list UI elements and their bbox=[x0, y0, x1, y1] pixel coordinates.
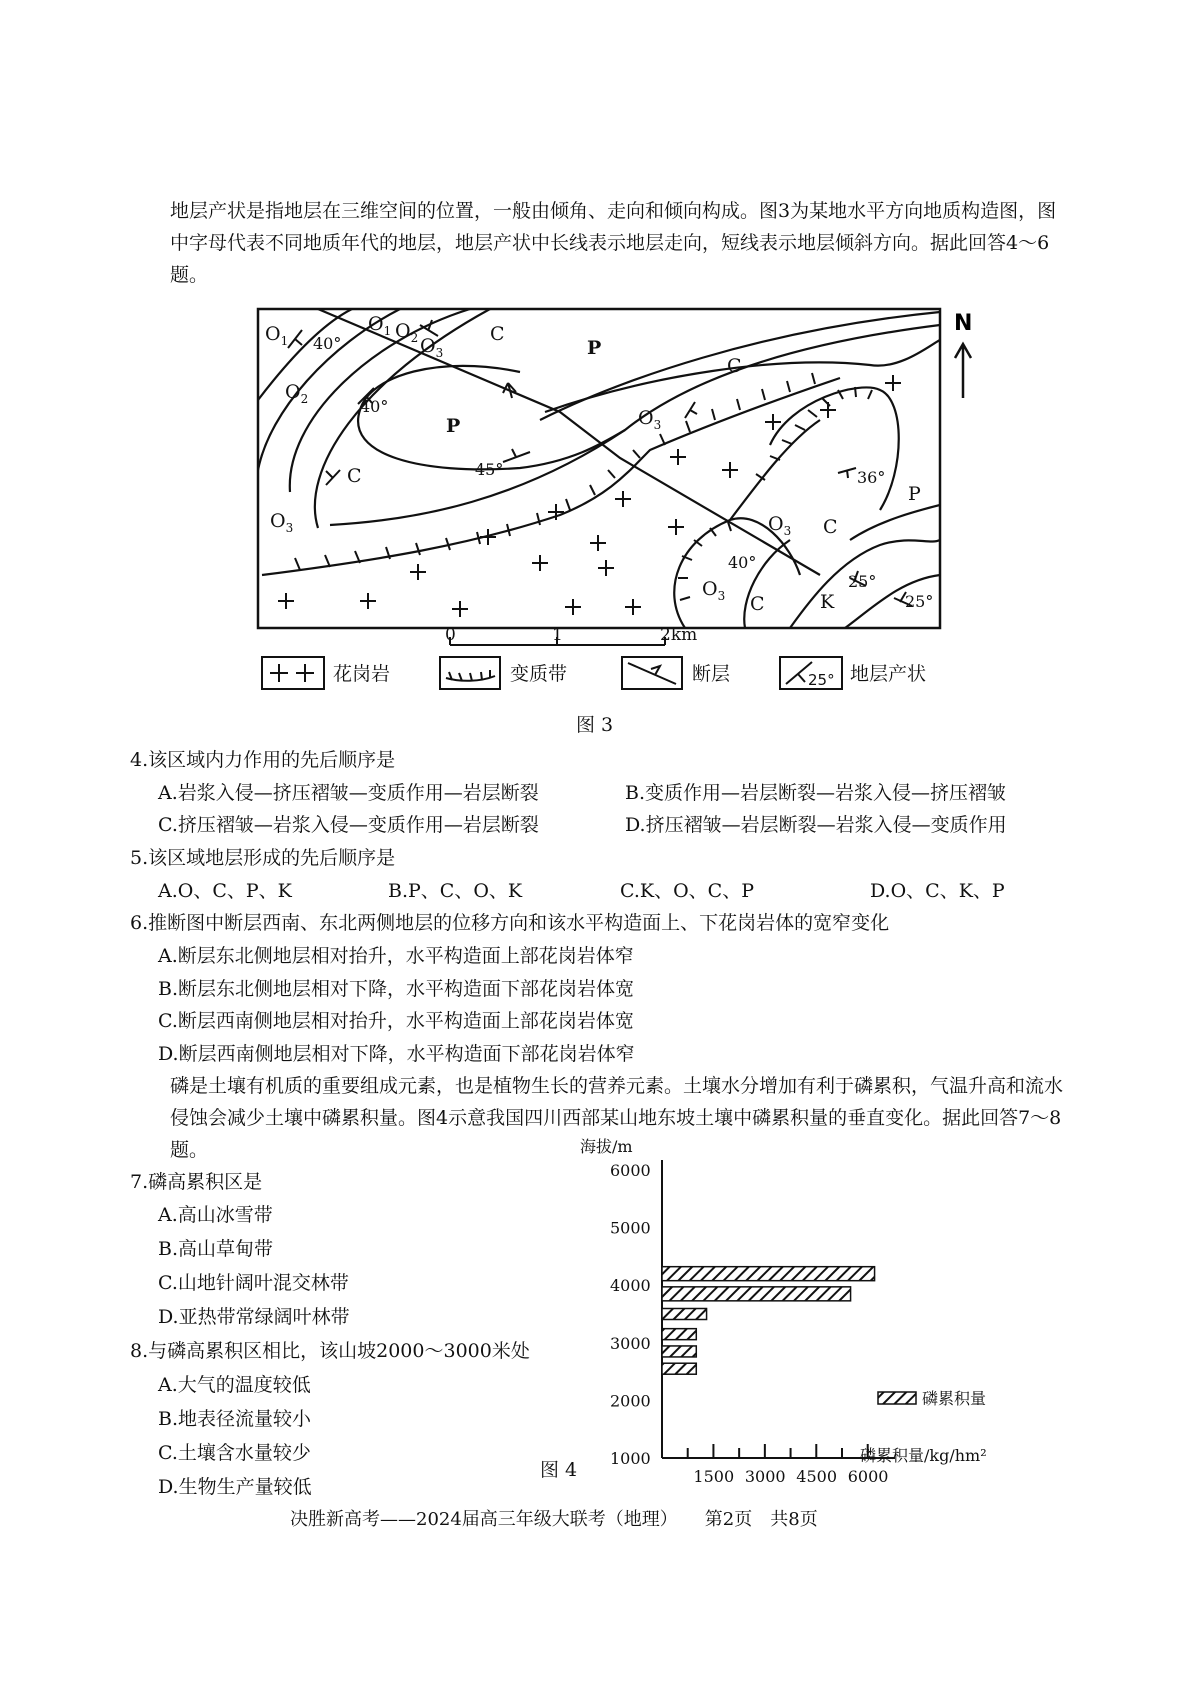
label-o2: O bbox=[285, 381, 301, 403]
label-o3: O bbox=[768, 513, 784, 535]
legend-attitude-label: 地层产状 bbox=[850, 663, 927, 685]
scale-tick-1: 1 bbox=[552, 625, 563, 645]
x-tick-label: 3000 bbox=[744, 1467, 786, 1486]
legend-swatch bbox=[878, 1392, 916, 1404]
label-c: C bbox=[823, 516, 838, 538]
svg-text:O2: $O_2$ bbox=[285, 381, 309, 406]
label-o3: O bbox=[420, 335, 436, 357]
question-4-stem: 4.该区域内力作用的先后顺序是 bbox=[130, 749, 396, 771]
angle-label: 40° bbox=[360, 397, 389, 416]
label-c: C bbox=[750, 593, 765, 615]
figure-4-phosphorus-chart bbox=[580, 1130, 1110, 1500]
question-5-option-c: C.K、O、C、P bbox=[620, 880, 754, 902]
question-7-stem: 7.磷高累积区是 bbox=[130, 1171, 263, 1193]
phosphorus-bar bbox=[662, 1346, 696, 1357]
y-tick-label: 2000 bbox=[610, 1391, 651, 1411]
question-4-option-d: D.挤压褶皱—岩层断裂—岩浆入侵—变质作用 bbox=[625, 814, 1007, 836]
label-o2: O bbox=[395, 320, 411, 342]
fault-arrow bbox=[503, 383, 516, 398]
svg-text:O1: $O_1$ bbox=[368, 313, 392, 338]
angle-label: 40° bbox=[313, 334, 342, 353]
intro-paragraph-2: 磷是土壤有机质的重要组成元素，也是植物生长的营养元素。土壤水分增加有利于磷累积，气温升高和流水侵蚀会减少土壤中磷累积量。图4示意我国四川西部某山地东坡土壤中磷累积量的垂直变化。据此回答7～8题。 bbox=[170, 1075, 1064, 1161]
legend-attitude-angle: 25° bbox=[808, 671, 835, 689]
label-p: P bbox=[587, 337, 602, 359]
y-tick-label: 3000 bbox=[610, 1333, 651, 1353]
x-tick-label: 4500 bbox=[796, 1467, 838, 1486]
question-4-option-c: C.挤压褶皱—岩浆入侵—变质作用—岩层断裂 bbox=[158, 814, 539, 836]
stratum-boundary-14 bbox=[850, 505, 940, 540]
label-o3: O bbox=[270, 510, 286, 532]
question-7-option-b: B.高山草甸带 bbox=[158, 1238, 274, 1260]
y-tick-label: 5000 bbox=[610, 1218, 651, 1238]
phosphorus-bar bbox=[662, 1309, 707, 1320]
label-o3: O bbox=[638, 407, 654, 429]
question-5-option-a: A.O、C、P、K bbox=[158, 880, 292, 902]
label-o3: O bbox=[702, 578, 718, 600]
page-footer: 决胜新高考——2024届高三年级大联考（地理） 第2页 共8页 bbox=[290, 1509, 818, 1530]
scale-tick-0: 0 bbox=[445, 625, 456, 645]
question-6-option-b: B.断层东北侧地层相对下降，水平构造面下部花岗岩体宽 bbox=[158, 978, 635, 1000]
angle-label: 40° bbox=[728, 553, 757, 572]
question-4-option-b: B.变质作用—岩层断裂—岩浆入侵—挤压褶皱 bbox=[625, 782, 1007, 804]
question-7-option-d: D.亚热带常绿阔叶林带 bbox=[158, 1306, 350, 1328]
question-8-option-c: C.土壤含水量较少 bbox=[158, 1442, 311, 1464]
phosphorus-bar bbox=[662, 1287, 851, 1301]
y-tick-label: 1000 bbox=[610, 1449, 651, 1468]
y-tick-label: 6000 bbox=[610, 1161, 651, 1180]
legend-label: 磷累积量 bbox=[922, 1389, 987, 1408]
phosphorus-bar bbox=[662, 1267, 875, 1281]
question-8-option-d: D.生物生产量较低 bbox=[158, 1476, 312, 1498]
phosphorus-bar bbox=[662, 1363, 696, 1374]
question-7-option-a: A.高山冰雪带 bbox=[158, 1204, 273, 1226]
svg-text:O2: $O_2$ bbox=[395, 320, 419, 345]
legend-granite-label: 花岗岩 bbox=[333, 663, 391, 685]
question-5-option-b: B.P、C、O、K bbox=[388, 880, 523, 902]
label-k: K bbox=[820, 591, 835, 613]
y-axis-label: 海拔/m bbox=[580, 1137, 633, 1156]
angle-label: 25° bbox=[848, 572, 877, 591]
question-8-option-b: B.地表径流量较小 bbox=[158, 1408, 312, 1430]
label-c: C bbox=[490, 323, 505, 345]
label-o1: O bbox=[265, 323, 281, 345]
svg-text:O3: $O_3$ bbox=[270, 510, 294, 535]
legend-metamorphic-label: 变质带 bbox=[510, 663, 568, 685]
label-c: C bbox=[347, 465, 362, 487]
phosphorus-bar bbox=[662, 1329, 696, 1340]
legend-fault-label: 断层 bbox=[692, 663, 731, 685]
intro-paragraph-1: 地层产状是指地层在三维空间的位置，一般由倾角、走向和倾向构成。图3为某地水平方向地质构造图，图中字母代表不同地质年代的地层，地层产状中长线表示地层走向，短线表示地层倾斜方向。据此回答4～6题。 bbox=[170, 200, 1057, 286]
label-o1: O bbox=[368, 313, 384, 335]
question-8-stem: 8.与磷高累积区相比，该山坡2000～3000米处 bbox=[130, 1340, 530, 1362]
figure-3-caption: 图 3 bbox=[576, 714, 614, 736]
y-tick-label: 4000 bbox=[610, 1276, 651, 1296]
label-p: P bbox=[446, 415, 461, 437]
stratum-boundary-8 bbox=[770, 387, 899, 510]
question-8-option-a: A.大气的温度较低 bbox=[158, 1374, 311, 1396]
svg-text:O3: $O_3$ bbox=[638, 407, 662, 432]
svg-text:O3: $O_3$ bbox=[768, 513, 792, 538]
question-4-option-a: A.岩浆入侵—挤压褶皱—变质作用—岩层断裂 bbox=[158, 782, 539, 804]
x-tick-label: 1500 bbox=[693, 1467, 735, 1486]
angle-label: 36° bbox=[857, 468, 886, 487]
north-label: N bbox=[954, 311, 973, 336]
stratum-boundary-7 bbox=[545, 340, 940, 412]
fault-line bbox=[318, 309, 820, 575]
question-6-stem: 6.推断图中断层西南、东北两侧地层的位移方向和该水平构造面上、下花岗岩体的宽窄变化 bbox=[130, 912, 890, 934]
question-6-option-d: D.断层西南侧地层相对下降，水平构造面下部花岗岩体窄 bbox=[158, 1043, 635, 1065]
label-c: C bbox=[727, 355, 742, 377]
north-arrow-icon bbox=[955, 344, 971, 398]
angle-label: 25° bbox=[905, 592, 934, 611]
question-7-option-c: C.山地针阔叶混交林带 bbox=[158, 1272, 349, 1294]
svg-text:O3: $O_3$ bbox=[420, 335, 444, 360]
figure-4-caption: 图 4 bbox=[540, 1459, 578, 1481]
label-p: P bbox=[908, 483, 921, 505]
x-axis-label: 磷累积量/kg/hm² bbox=[860, 1446, 987, 1465]
question-6-option-c: C.断层西南侧地层相对抬升，水平构造面上部花岗岩体宽 bbox=[158, 1010, 634, 1032]
x-tick-label: 6000 bbox=[847, 1467, 889, 1486]
question-5-option-d: D.O、C、K、P bbox=[870, 880, 1005, 902]
question-6-option-a: A.断层东北侧地层相对抬升，水平构造面上部花岗岩体窄 bbox=[158, 945, 634, 967]
question-5-stem: 5.该区域地层形成的先后顺序是 bbox=[130, 847, 396, 869]
svg-text:O3: $O_3$ bbox=[702, 578, 726, 603]
angle-label: 45° bbox=[475, 460, 504, 479]
svg-text:O1: $O_1$ bbox=[265, 323, 289, 348]
scale-tick-2: 2km bbox=[660, 625, 698, 645]
